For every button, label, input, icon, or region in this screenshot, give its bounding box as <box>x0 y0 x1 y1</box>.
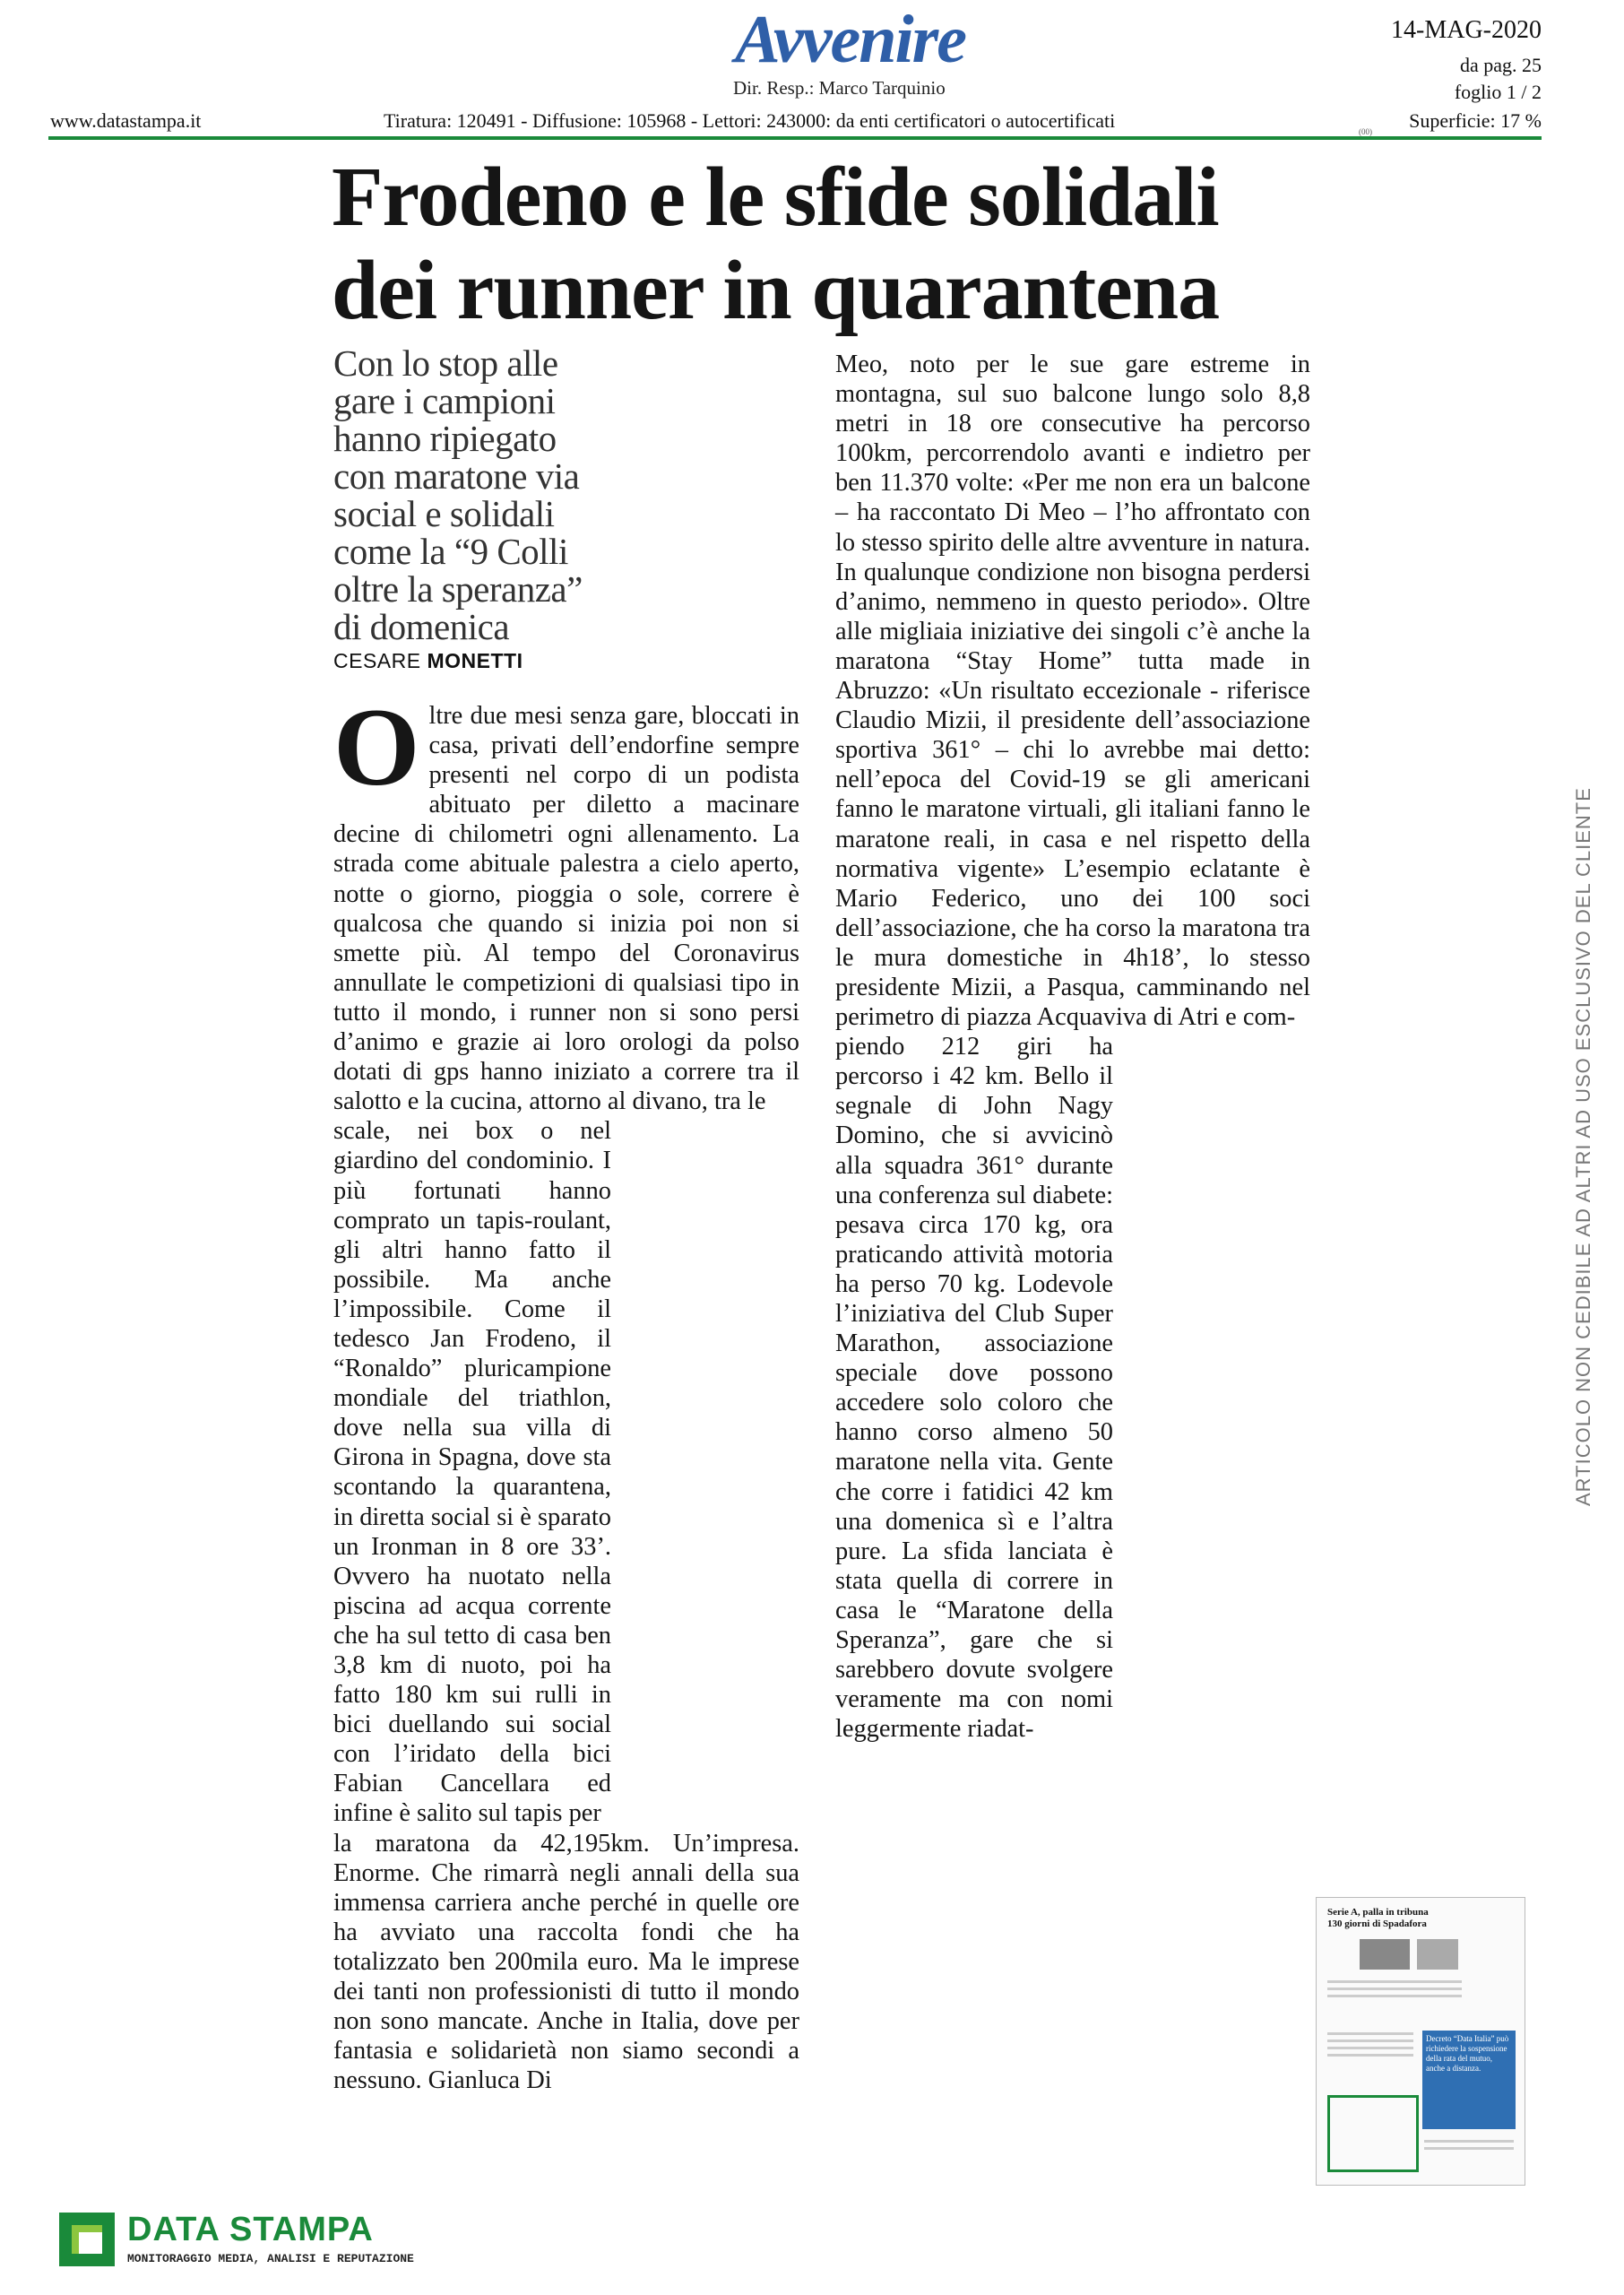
director-line: Dir. Resp.: Marco Tarquinio <box>733 77 946 99</box>
sheet-number: foglio 1 / 2 <box>1454 81 1542 103</box>
thumbnail-text-line <box>1327 2040 1413 2042</box>
thumbnail-box: Decreto “Data Italia” può richiedere la sospensione della rata del mutuo, anche a distanza. <box>1422 2031 1516 2129</box>
thumbnail-title <box>1327 1907 1429 1930</box>
page-number: da pag. 25 <box>1459 54 1542 76</box>
headline-line-2: dei runner in quarantena <box>332 244 1220 337</box>
thumbnail-text-line <box>1327 2054 1413 2057</box>
side-notice-text: ARTICOLO NON CEDIBILE AD ALTRI AD USO ESCLUSIVO DEL CLIENTE <box>1572 787 1594 1506</box>
thumbnail-text-line <box>1424 2140 1514 2143</box>
thumbnail-text-line <box>1327 1995 1462 1997</box>
thumbnail-text-line <box>1327 2032 1413 2035</box>
drop-cap: O <box>333 686 420 809</box>
byline-first-name: CESARE <box>333 649 421 672</box>
thumbnail-text-line <box>1327 1988 1462 1990</box>
article-column-1 <box>333 686 799 2095</box>
byline-last-name: MONETTI <box>427 649 523 672</box>
article-column-2 <box>835 350 1310 1744</box>
thumbnail-article-highlight <box>1327 2095 1419 2172</box>
column-1-text-b: scale, nei box o nel giardino del condominio. I più fortunati hanno comprato un tapis-roulant, gli altri hanno fatto il possibile. Ma anche l’impossibile. Come il tedesco Jan Frodeno, il “Ronaldo” pluricampione mondiale del triathlon, dove nella sua villa di Girona in Spagna, dove sta scontando la quarantena, in diretta social si è sparato un Ironman in 8 ore 33’. Ovvero ha nuotato nella piscina ad acqua corrente che ha sul tetto di casa ben 3,8 km di nuoto, poi ha fatto 180 km sui rulli in bici duellando sui social con l’iridato della bici Fabian Cancellara ed infine è salito sul tapis per <box>333 1117 611 1828</box>
thumbnail-text-line <box>1424 2147 1514 2150</box>
column-1-part-a <box>333 686 799 1116</box>
thumbnail-text-line <box>1327 1980 1462 1983</box>
thumbnail-photo-icon <box>1417 1939 1458 1970</box>
column-1-text-c: la maratona da 42,195km. Un’impresa. Enorme. Che rimarrà negli annali della sua immensa carriera anche perché in quelle ore ha avviato una raccolta fondi che ha totalizzato ben 200mila euro. Ma le imprese dei tanti non professionisti di tutto il mondo non sono mancate. Anche in Italia, dove per fantasia e solidarietà non siamo secondi a nessuno. Gianluca Di <box>333 1829 799 2095</box>
datastampa-logo-icon <box>59 2213 115 2266</box>
article-headline <box>332 151 1335 337</box>
thumbnail-title-line-1: Serie A, palla in tribuna <box>1327 1907 1429 1918</box>
thumbnail-title-line-2: 130 giorni di Spadafora <box>1327 1918 1427 1929</box>
website-link[interactable]: www.datastampa.it <box>50 109 202 132</box>
byline <box>333 649 523 673</box>
column-1-text-a: ltre due mesi senza gare, bloccati in casa, privati dell’endorfine sempre presenti nel corpo di un podista abituato per diletto a macinare decine di chilometri ogni allenamento. La strada come abituale palestra a cielo aperto, notte o giorno, pioggia o sole, correre è qualcosa che quando si inizia poi non si smette più. Al tempo del Coronavirus annullate le competizioni di qualsiasi tipo in tutto il mondo, i runner non si sono persi d’animo e grazie ai loro orologi da polso dotati di gps hanno iniziato a correre tra il salotto e la cucina, attorno al divano, tra le <box>333 702 799 1116</box>
surface-info: Superficie: 17 % <box>1409 109 1542 132</box>
mini-mark: (00) <box>1359 127 1372 136</box>
datastampa-brand: DATA STAMPA <box>127 2211 374 2248</box>
circulation-info: Tiratura: 120491 - Diffusione: 105968 - Lettori: 243000: da enti certificatori o autocertificati <box>384 109 1116 132</box>
thumbnail-text-line <box>1327 2047 1413 2049</box>
header-divider <box>48 136 1542 140</box>
publication-date: 14-MAG-2020 <box>1391 16 1542 44</box>
article-subhead: Con lo stop alle gare i campioni hanno ripiegato con maratone via social e solidali come la “9 Colli oltre la speranza” di domenica <box>333 342 583 647</box>
headline-line-1: Frodeno e le sfide solidali <box>332 151 1219 244</box>
newspaper-logo: Avvenire <box>735 2 965 77</box>
thumbnail-photo-icon <box>1360 1939 1410 1970</box>
column-2-text-b: piendo 212 giri ha percorso i 42 km. Bello il segnale di John Nagy Domino, che si avvicinò alla squadra 361° durante una conferenza sul diabete: pesava circa 170 kg, ora praticando attività motoria ha perso 70 kg. Lodevole l’iniziativa del Club Super Marathon, associazione speciale dove possono accedere solo coloro che hanno corso almeno 50 maratone nella vita. Gente che corre i fatidici 42 km una domenica sì e l’altra pure. La sfida lanciata è stata quella di correre in casa le “Maratone della Speranza”, gare che si sarebbero dovute svolgere veramente ma con nomi leggermente riadat- <box>835 1033 1113 1744</box>
side-notice <box>1572 762 1597 1506</box>
page-thumbnail[interactable] <box>1316 1897 1525 2186</box>
column-2-text-a: Meo, noto per le sue gare estreme in montagna, sul suo balcone lungo solo 8,8 metri in 18 ore consecutive ha percorso 100km, percorrendolo avanti e indietro per ben 11.370 volte: «Per me non era un balcone – ha raccontato Di Meo – l’ho affrontato con lo stesso spirito delle altre avventure in natura. In qualunque condizione non bisogna perdersi d’animo, nemmeno in questo periodo». Oltre alle migliaia iniziative dei singoli c’è anche la maratona “Stay Home” tutta made in Abruzzo: «Un risultato eccezionale - riferisce Claudio Mizii, il presidente dell’associazione sportiva 361° – chi lo avrebbe mai detto: nell’epoca del Covid-19 se gli americani fanno le maratone virtuali, gli italiani fanno le maratone reali, in casa e nel rispetto della normativa vigente» L’esempio eclatante è Mario Federico, uno dei 100 soci dell’associazione, che ha corso la maratona tra le mura domestiche in 4h18’, lo stesso presidente Mizii, a Pasqua, camminando nel perimetro di piazza Acquaviva di Atri e com- <box>835 351 1310 1032</box>
datastampa-tagline: MONITORAGGIO MEDIA, ANALISI E REPUTAZIONE <box>127 2252 414 2265</box>
